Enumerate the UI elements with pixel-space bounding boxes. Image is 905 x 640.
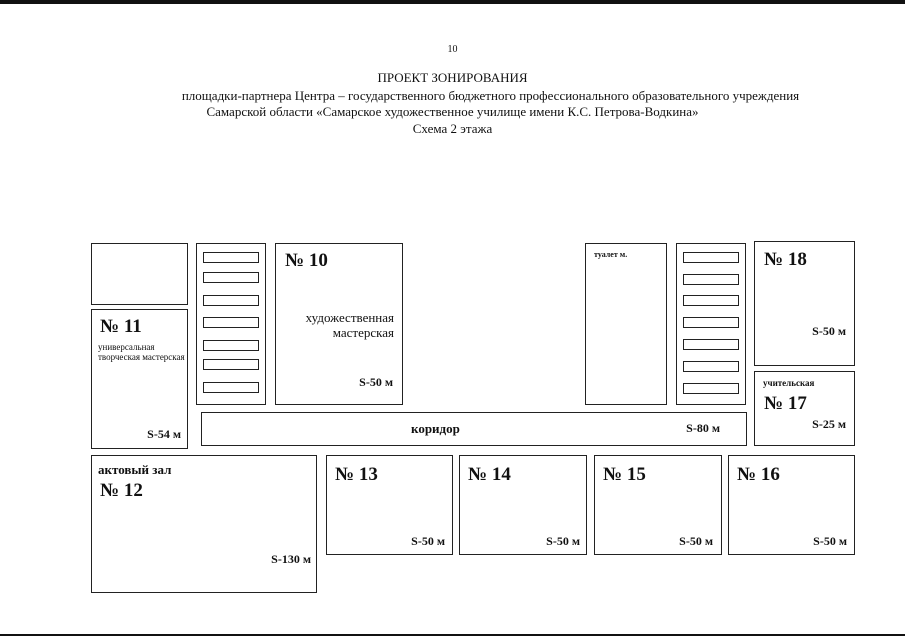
room-18-area: S-50 м	[812, 324, 846, 338]
subtitle-line-1: площадки-партнера Центра – государственного бюджетного профессионального образовательного учреждения	[181, 88, 800, 103]
corridor-area: S-80 м	[686, 421, 720, 435]
stair-step	[203, 295, 259, 306]
room-13-area: S-50 м	[411, 534, 445, 548]
room-16	[728, 455, 855, 555]
room-17-area: S-25 м	[812, 417, 846, 431]
toilet-room	[585, 243, 667, 405]
room-10	[275, 243, 403, 405]
document-title: ПРОЕКТ ЗОНИРОВАНИЯ	[377, 70, 528, 85]
stair-step	[203, 340, 259, 351]
stair-step	[203, 272, 259, 283]
bottom-border-line	[0, 634, 905, 636]
room-11-number: № 11	[100, 316, 142, 337]
unnamed-room	[91, 243, 188, 305]
stair-step	[203, 359, 259, 370]
room-12-label: актовый зал	[98, 462, 172, 477]
left-staircase	[196, 243, 266, 405]
stair-step	[203, 382, 259, 393]
room-10-number: № 10	[285, 250, 328, 271]
top-border-line	[0, 0, 905, 4]
room-16-area: S-50 м	[813, 534, 847, 548]
room-12-number: № 12	[100, 480, 143, 501]
room-17-number: № 17	[764, 393, 807, 414]
room-15-area: S-50 м	[679, 534, 713, 548]
room-15-number: № 15	[603, 464, 646, 485]
stair-step	[683, 339, 739, 350]
room-16-number: № 16	[737, 464, 780, 485]
corridor	[201, 412, 747, 446]
stair-step	[683, 317, 739, 328]
room-12-area: S-130 м	[271, 552, 311, 566]
room-11-area: S-54 м	[147, 427, 181, 441]
room-13-number: № 13	[335, 464, 378, 485]
room-14	[459, 455, 587, 555]
room-17-label: учительская	[763, 378, 815, 388]
room-14-area: S-50 м	[546, 534, 580, 548]
stair-step	[203, 252, 259, 263]
room-12	[91, 455, 317, 593]
stair-step	[683, 295, 739, 306]
room-11-description: универсальная творческая мастерская	[98, 342, 185, 362]
room-18	[754, 241, 855, 366]
room-13	[326, 455, 453, 555]
page-number: 10	[447, 44, 458, 55]
stair-step	[683, 383, 739, 394]
room-11	[91, 309, 188, 449]
stair-step	[683, 361, 739, 372]
subtitle-line-2: Самарской области «Самарское художественное училище имени К.С. Петрова-Водкина»	[206, 104, 699, 119]
corridor-label: коридор	[411, 421, 460, 436]
room-10-area: S-50 м	[359, 375, 393, 389]
room-18-number: № 18	[764, 249, 807, 270]
stair-step	[203, 317, 259, 328]
room-14-number: № 14	[468, 464, 511, 485]
room-17	[754, 371, 855, 446]
room-10-description: художественная мастерская	[305, 310, 394, 340]
toilet-label: туалет м.	[594, 250, 628, 259]
stair-step	[683, 252, 739, 263]
scheme-caption: Схема 2 этажа	[412, 121, 493, 136]
right-staircase	[676, 243, 746, 405]
stair-step	[683, 274, 739, 285]
room-15	[594, 455, 722, 555]
